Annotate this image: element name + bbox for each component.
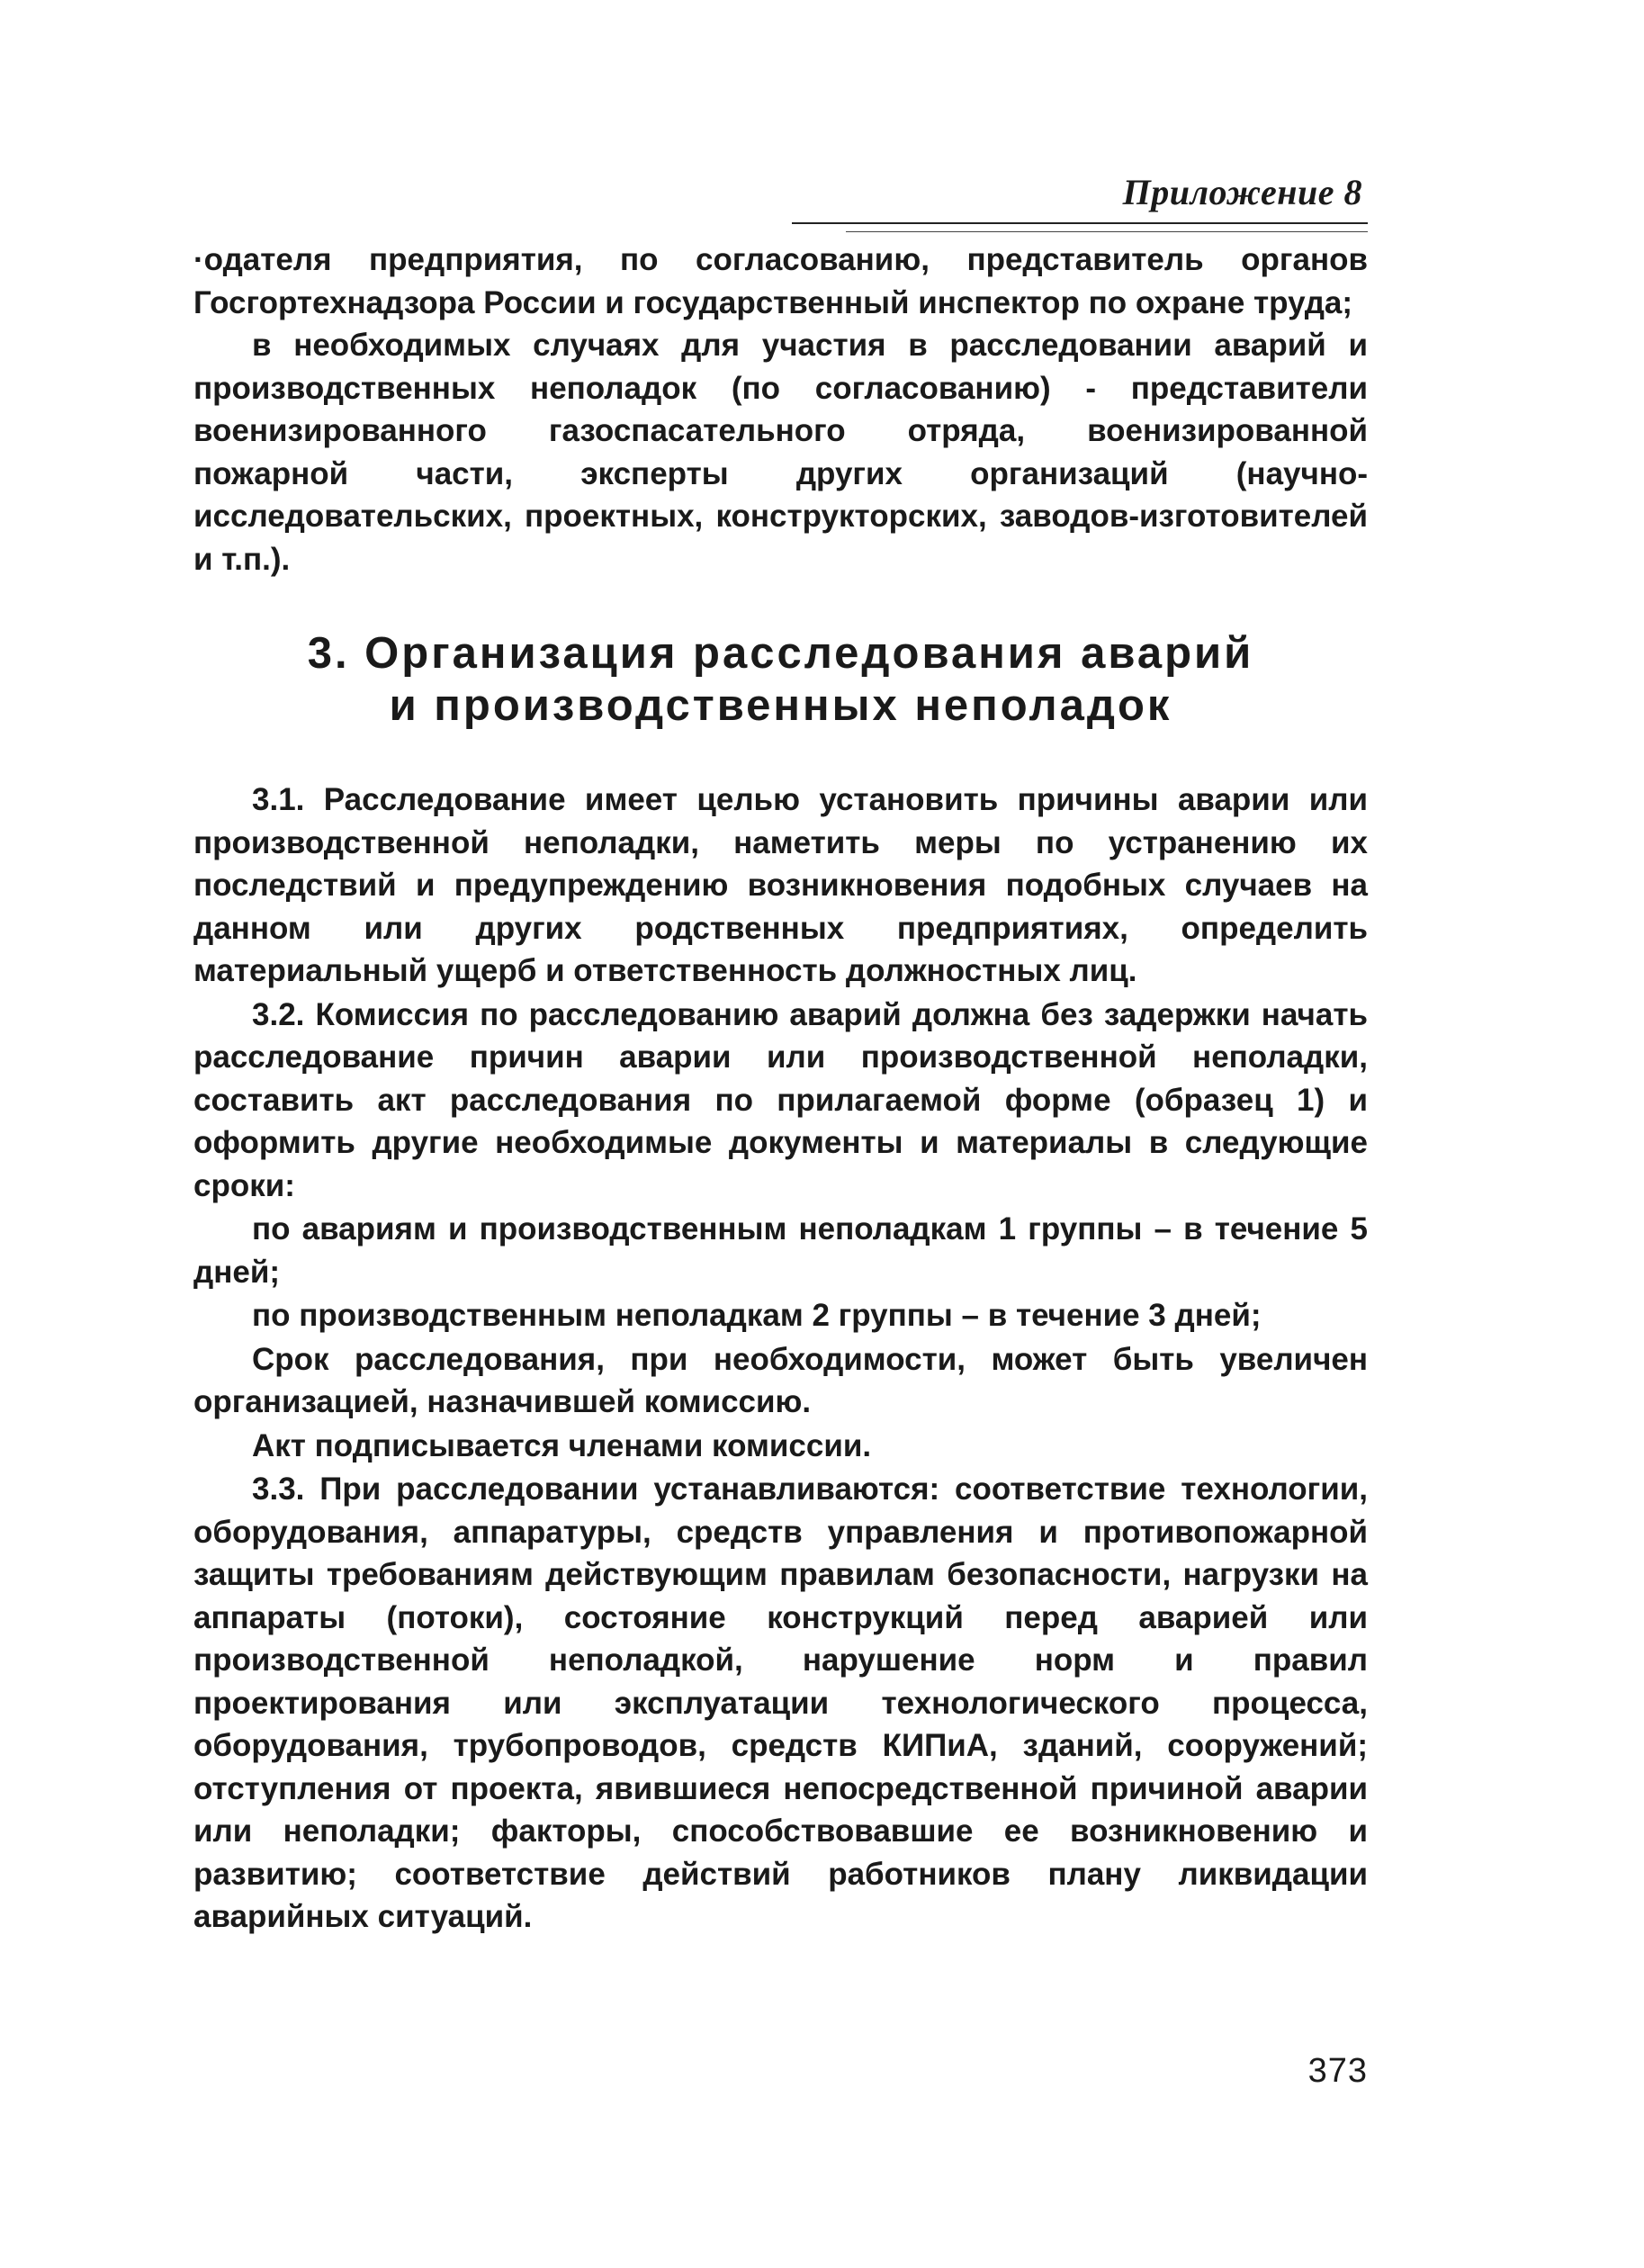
paragraph-3-1: 3.1. Расследование имеет целью установить причины аварии или производственной неполадки, наметить меры по устранению их последствий и предупреждению возникновения подобных случаев на данном или других родственных предприятиях, определить материальный ущерб и ответственность должностных лиц.: [193, 782, 1368, 988]
section-heading-line-1: 3. Организация расследования аварий: [307, 629, 1254, 678]
paragraph-continued: ·одателя предприятия, по согласованию, представитель органов Госгортехнадзора России и государственный инспектор по охране труда;: [193, 242, 1368, 320]
paragraph-signature: Акт подписывается членами комиссии.: [252, 1427, 872, 1463]
body-text: [193, 238, 1368, 1939]
header-rule-top: [792, 222, 1368, 224]
book-page: [193, 162, 1368, 2097]
list-item-group-1: по авариям и производственным неполадкам 1 группы – в течение 5 дней;: [193, 1211, 1368, 1290]
header-rule-bottom: [846, 231, 1368, 232]
page-number: 373: [1307, 2052, 1368, 2090]
paragraph-extension: Срок расследования, при необходимости, может быть увеличен организацией, назначившей комиссию.: [193, 1341, 1368, 1419]
running-header: [792, 171, 1368, 232]
paragraph: в необходимых случаях для участия в расследовании аварий и производственных неполадок (по согласованию) - представители военизированного газоспасательного отряда, военизированной пожарной части, эксперты других организаций (научно-исследовательских, проектных, конструкторских, заводов-изготовителей и т.п.).: [193, 328, 1368, 577]
list-item-group-2: по производственным неполадкам 2 группы – в течение 3 дней;: [252, 1298, 1262, 1333]
paragraph-3-2: 3.2. Комиссия по расследованию аварий должна без задержки начать расследование причин аварии или производственной неполадки, составить акт расследования по прилагаемой форме (образец 1) и оформить другие необходимые документы и материалы в следующие сроки:: [193, 996, 1368, 1203]
running-header-title: Приложение 8: [1122, 172, 1362, 212]
section-heading-line-2: и производственных неполадок: [389, 681, 1172, 730]
paragraph-3-3: 3.3. При расследовании устанавливаются: соответствие технологии, оборудования, аппаратуры, средств управления и противопожарной защиты требованиям действующим правилам безопасности, нагрузки на аппараты (потоки), состояние конструкций перед аварией или производственной неполадкой, нарушение норм и правил проектирования или эксплуатации технологического процесса, оборудования, трубопроводов, средств КИПиА, зданий, сооружений; отступления от проекта, явившиеся непосредственной причиной аварии или неполадки; факторы, способствовавшие ее возникновению и развитию; соответствие действий работников плану ликвидации аварийных ситуаций.: [193, 1472, 1368, 1934]
section-heading: [193, 627, 1368, 732]
